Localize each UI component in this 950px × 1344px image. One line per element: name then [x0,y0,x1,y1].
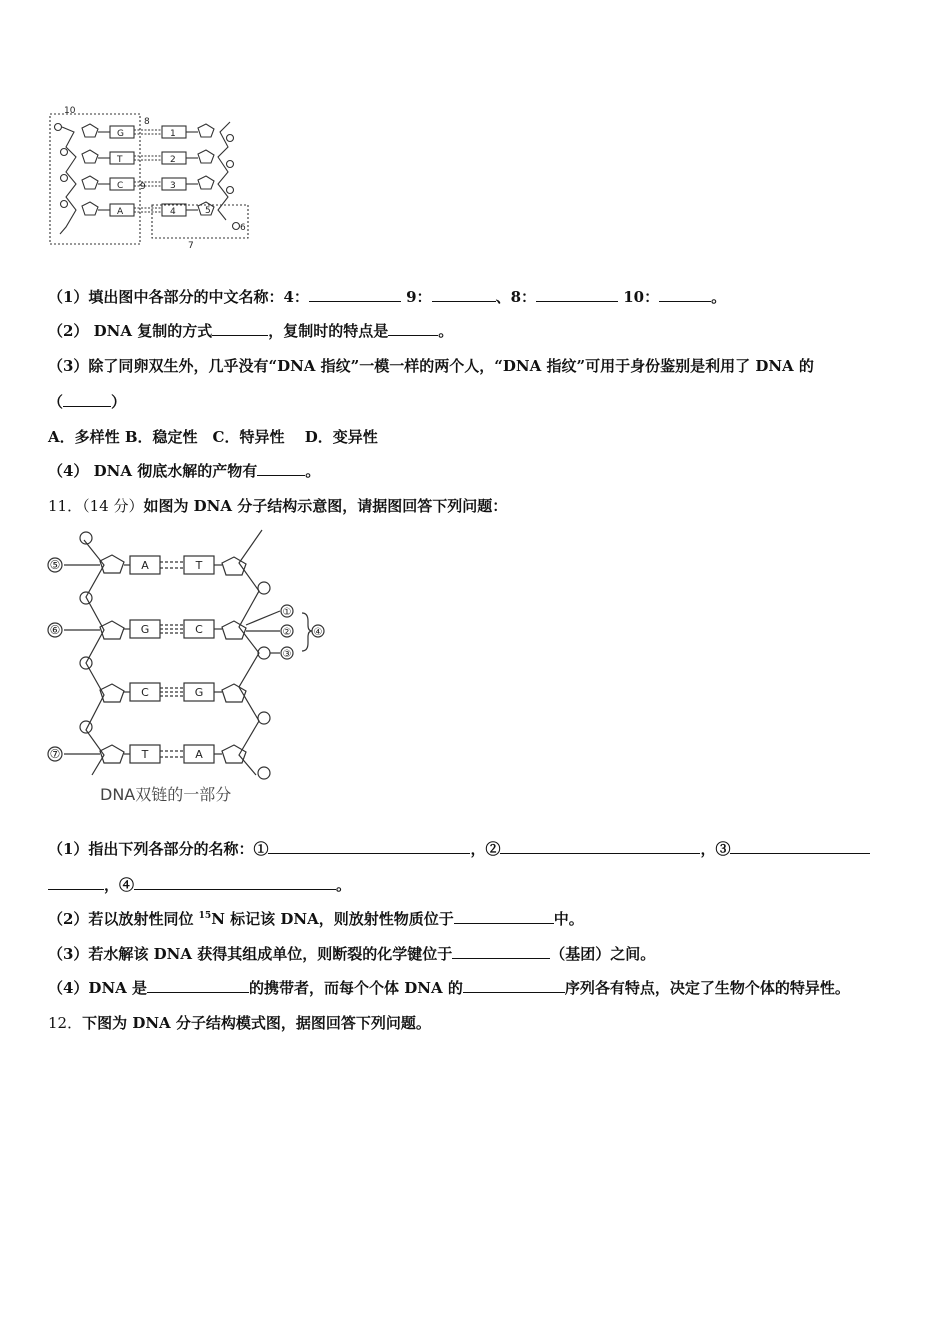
q10-part3-answer: （ ） [48,393,127,411]
blank-replication-feature[interactable] [388,322,438,336]
fig2-base-right-3: G [194,686,204,699]
q10-part2: （2） DNA 复制的方式 ，复制时的特点是 。 [48,322,454,340]
blank-part-3b[interactable] [48,876,104,890]
fig2-base-right-1: T [195,559,203,572]
label-1-circled: ① [282,607,292,618]
label-8: 8 [144,117,150,127]
q11-part1: （1）指出下列各部分的名称：① ，② ，③ [48,838,870,859]
q11-part1-cont: ，④ 。 [48,874,351,895]
label-10: 10 [64,106,76,116]
box-7 [152,205,248,238]
fig2-base-right-2: C [195,623,203,636]
fig2-base-left-3: C [141,686,149,699]
q11-part4: （4）DNA 是 的携带者，而每个个体 DNA 的 序列各有特点，决定了生物个体的特异性。 [48,979,850,997]
base-right-3: 3 [170,181,176,191]
figure-dna-structure-1 [44,102,264,252]
base-left-2: T [117,155,123,165]
q11-part3: （3）若水解该 DNA 获得其组成单位，则断裂的化学键位于 （基团）之间。 [48,945,656,963]
figure2-svg [44,525,334,810]
blank-radioactive-location[interactable] [454,910,554,924]
q10-part1: （1）填出图中各部分的中文名称：4： 9： 、8： 10： 。 [48,288,727,306]
blank-10[interactable] [659,288,711,302]
blank-hydrolysis-products[interactable] [257,462,305,476]
blank-part-1[interactable] [268,840,470,854]
label-5: 5 [205,206,211,216]
fig2-base-right-4: A [195,748,203,761]
label-5-circled: ⑤ [49,558,61,572]
blank-part-4[interactable] [134,876,336,890]
q10-options: A．多样性 B．稳定性 C．特异性 D．变异性 [48,428,378,446]
label-7-circled: ⑦ [49,747,61,761]
label-4-circled: ④ [313,627,323,638]
label-7: 7 [188,241,194,251]
fig2-caption: DNA双链的一部分 [100,785,232,804]
figure-dna-structure-2 [44,525,334,810]
base-left-3: C [117,181,124,191]
blank-dna-fingerprint[interactable] [63,393,111,407]
figure1-svg [44,102,264,252]
fig2-base-left-4: T [141,748,149,761]
blank-replication-mode[interactable] [212,322,268,336]
fig2-base-left-2: G [140,623,150,636]
blank-part-2[interactable] [500,840,700,854]
fig2-base-left-1: A [141,559,149,572]
q12-title: 12．下图为 DNA 分子结构模式图，据图回答下列问题。 [48,1014,431,1032]
label-3-circled: ③ [282,649,292,660]
q10-part3: （3）除了同卵双生外，几乎没有“DNA 指纹”一模一样的两个人，“DNA 指纹”可用于身份鉴别是利用了 DNA 的 [48,357,814,375]
base-right-1: 1 [170,129,176,139]
blank-8[interactable] [536,288,618,302]
blank-4[interactable] [309,288,401,302]
label-9: 9 [140,182,146,192]
blank-carrier[interactable] [147,979,249,993]
base-left-4: A [117,207,124,217]
base-left-1: G [117,129,124,139]
blank-9[interactable] [432,288,496,302]
label-6: 6 [240,223,246,233]
q10-part4: （4） DNA 彻底水解的产物有 。 [48,462,321,480]
blank-part-3a[interactable] [730,840,870,854]
base-right-4: 4 [170,207,176,217]
label-6-circled: ⑥ [49,623,61,637]
label-2-circled: ② [282,627,292,638]
blank-sequence[interactable] [463,979,565,993]
base-right-2: 2 [170,155,176,165]
blank-broken-bond[interactable] [452,945,550,959]
q11-part2: （2）若以放射性同位 $^{15}$N 标记该 DNA，则放射性物质位于 中。 [48,910,584,928]
q11-title: 11．（14 分）如图为 DNA 分子结构示意图，请据图回答下列问题： [48,497,508,515]
